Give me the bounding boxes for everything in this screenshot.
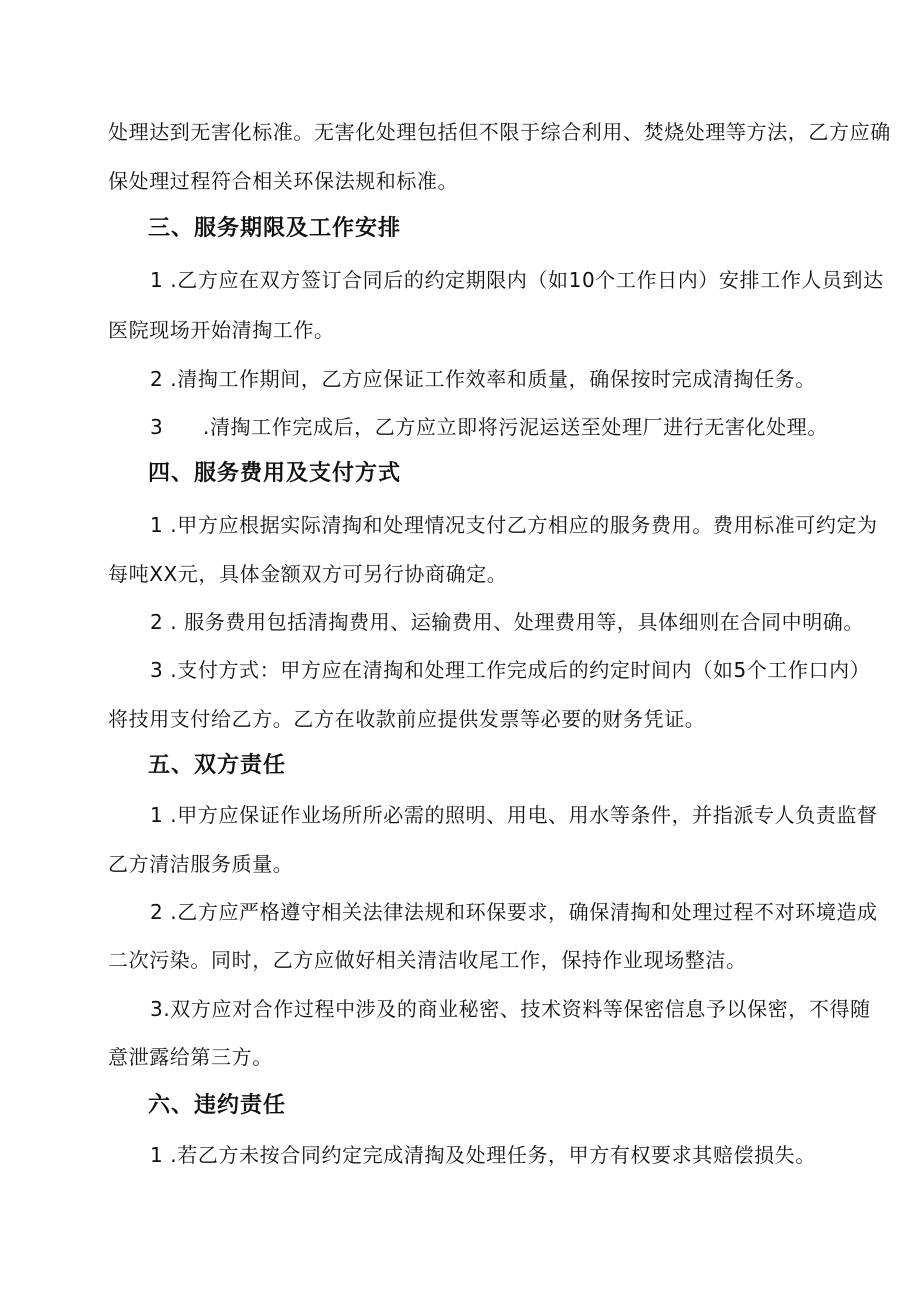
paragraph-line: 保处理过程符合相关环保法规和标准。 xyxy=(108,169,459,193)
paragraph-line: 1 .甲方应保证作业场所所必需的照明、用电、用水等条件，并指派专人负责监督 xyxy=(150,803,878,827)
paragraph-number: 3 xyxy=(150,415,164,439)
paragraph-line: .清掏工作完成后，乙方应立即将污泥运送至处理厂进行无害化处理。 xyxy=(203,415,828,439)
section-heading-3: 三、服务期限及工作安排 xyxy=(148,216,402,241)
paragraph-line: 意泄露给第三方。 xyxy=(108,1045,273,1069)
paragraph-line: 乙方清洁服务质量。 xyxy=(108,852,294,876)
paragraph-line: 将技用支付给乙方。乙方在收款前应提供发票等必要的财务凭证。 xyxy=(108,707,706,731)
section-heading-6: 六、违约责任 xyxy=(148,1093,287,1118)
paragraph-line: 1 .乙方应在双方签订合同后的约定期限内（如10个工作日内）安排工作人员到达 xyxy=(150,268,884,292)
paragraph-line: 2 .乙方应严格遵守相关法律法规和环保要求，确保清掏和处理过程不对环境造成 xyxy=(150,900,878,924)
paragraph-line: 3.双方应对合作过程中涉及的商业秘密、技术资料等保密信息予以保密，不得随 xyxy=(150,997,871,1021)
paragraph-line: 1 .若乙方未按合同约定完成清掏及处理任务，甲方有权要求其赔偿损失。 xyxy=(150,1143,816,1167)
paragraph-line: 3 .支付方式：甲方应在清掏和处理工作完成后的约定时间内（如5个工作口内） xyxy=(150,658,871,682)
paragraph-line: 每吨XX元，具体金额双方可另行协商确定。 xyxy=(108,562,508,586)
paragraph-line: 2 .清掏工作期间，乙方应保证工作效率和质量，确保按时完成清掏任务。 xyxy=(150,367,816,391)
paragraph-line: 2 . 服务费用包括清掏费用、运输费用、处理费用等，具体细则在合同中明确。 xyxy=(150,610,864,634)
paragraph-line: 1 .甲方应根据实际清掏和处理情况支付乙方相应的服务费用。费用标准可约定为 xyxy=(150,513,878,537)
paragraph-line: 二次污染。同时，乙方应做好相关清洁收尾工作，保持作业现场整洁。 xyxy=(108,948,747,972)
section-heading-5: 五、双方责任 xyxy=(148,753,287,778)
section-heading-4: 四、服务费用及支付方式 xyxy=(148,461,402,486)
paragraph-line: 处理达到无害化标准。无害化处理包括但不限于综合利用、焚烧处理等方法，乙方应确 xyxy=(108,120,891,144)
paragraph-line: 医院现场开始清掏工作。 xyxy=(108,318,335,342)
